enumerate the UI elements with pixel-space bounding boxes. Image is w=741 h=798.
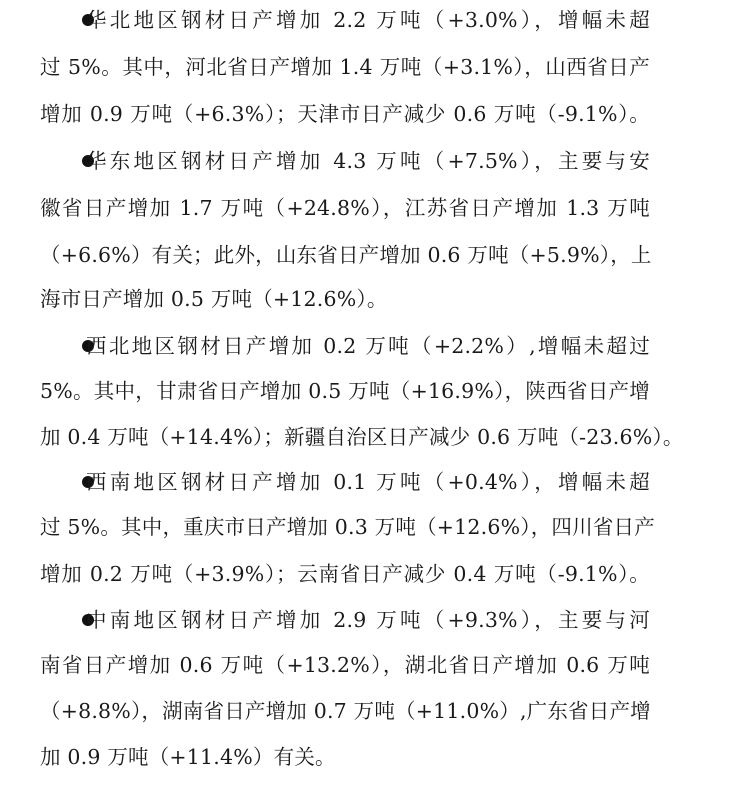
paragraph-line: 增加 0.9 万吨（+6.3%）；天津市日产减少 0.6 万吨（-9.1%）。: [40, 102, 650, 126]
paragraph-line: 西北地区钢材日产增加 0.2 万吨（+2.2%）,增幅未超过: [86, 334, 650, 358]
paragraph-line: 过 5%。其中，河北省日产增加 1.4 万吨（+3.1%），山西省日产: [40, 55, 650, 79]
paragraph-line: （+6.6%）有关；此外，山东省日产增加 0.6 万吨（+5.9%），上: [40, 243, 652, 267]
paragraph-line: （+8.8%），湖南省日产增加 0.7 万吨（+11.0%）,广东省日产增: [40, 699, 651, 723]
paragraph-line: 5%。其中，甘肃省日产增加 0.5 万吨（+16.9%），陕西省日产增: [40, 379, 650, 403]
paragraph-line: 增加 0.2 万吨（+3.9%）；云南省日产减少 0.4 万吨（-9.1%）。: [40, 562, 650, 586]
paragraph-line: 加 0.9 万吨（+11.4%）有关。: [40, 745, 336, 769]
paragraph-line: 华东地区钢材日产增加 4.3 万吨（+7.5%），主要与安: [86, 149, 650, 173]
paragraph-line: 海市日产增加 0.5 万吨（+12.6%）。: [40, 287, 388, 311]
paragraph-line: 中南地区钢材日产增加 2.9 万吨（+9.3%），主要与河: [86, 608, 650, 632]
paragraph-line: 徽省日产增加 1.7 万吨（+24.8%），江苏省日产增加 1.3 万吨: [40, 196, 650, 220]
paragraph-line: 加 0.4 万吨（+14.4%）；新疆自治区日产减少 0.6 万吨（-23.6%）。: [40, 425, 684, 449]
paragraph-line: 华北地区钢材日产增加 2.2 万吨（+3.0%），增幅未超: [86, 8, 650, 32]
paragraph-line: 南省日产增加 0.6 万吨（+13.2%），湖北省日产增加 0.6 万吨: [40, 653, 650, 677]
paragraph-line: 过 5%。其中，重庆市日产增加 0.3 万吨（+12.6%），四川省日产: [40, 515, 655, 539]
paragraph-line: 西南地区钢材日产增加 0.1 万吨（+0.4%），增幅未超: [86, 470, 650, 494]
